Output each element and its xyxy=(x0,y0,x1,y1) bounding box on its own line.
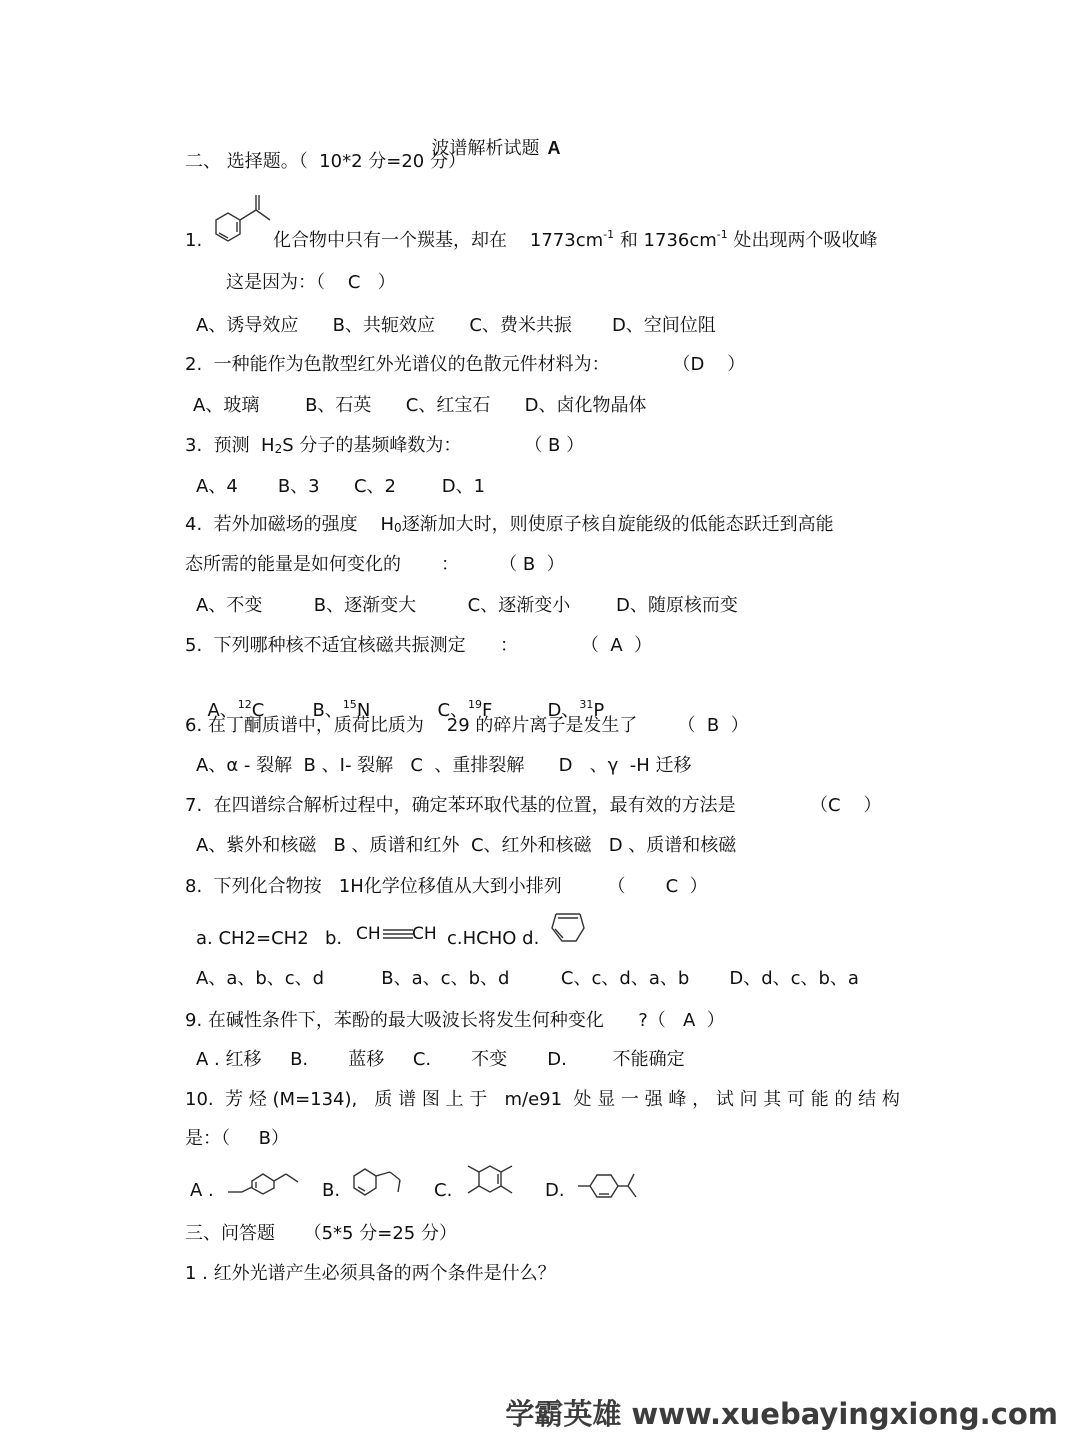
q4-line1-b: 逐渐加大时，则使原子核自旋能级的低能态跃迁到高能 xyxy=(401,514,834,535)
section-3-heading: 三、问答题 （5*5 分=25 分） xyxy=(185,1223,457,1244)
q10-line2: 是：（ B） xyxy=(185,1128,289,1149)
q5-text: 5. 下列哪种核不适宜核磁共振测定 ： （ A ） xyxy=(185,635,653,656)
q5-option-d-mass: 31 xyxy=(579,698,594,711)
q5-option-b-prefix: B、 xyxy=(312,700,343,721)
cyclopentadiene-structure-icon xyxy=(548,910,588,944)
q4-line1-a: 4. 若外加磁场的强度 H xyxy=(185,514,395,535)
q6-text: 6. 在丁酮质谱中，质荷比质为 29 的碎片离子是发生了 （ B ） xyxy=(185,715,749,736)
q5-option-c-symbol: F xyxy=(482,700,493,721)
q2-text: 2. 一种能作为色散型红外光谱仪的色散元件材料为： （D ） xyxy=(185,354,746,375)
q8-acetylene-right: CH xyxy=(412,924,437,944)
q8-acetylene-left: CH xyxy=(356,924,381,944)
q5-option-b-mass: 15 xyxy=(342,698,357,711)
q1-options: A、诱导效应 B、共轭效应 C、费米共振 D、空间位阻 xyxy=(196,315,716,336)
q3-text-a: 3. 预测 H xyxy=(185,435,275,456)
q10-option-c-label: C. xyxy=(434,1180,453,1201)
triple-bond-icon xyxy=(383,928,413,940)
isopropyltoluene-structure-icon xyxy=(576,1166,642,1200)
q8-compound-b-label: b. xyxy=(325,928,343,949)
q10-option-a-label: A . xyxy=(190,1180,214,1201)
q10-option-b-label: B. xyxy=(322,1180,341,1201)
q9-options: A . 红移 B. 蓝移 C. 不变 D. 不能确定 xyxy=(196,1049,685,1070)
q4-line1 xyxy=(185,513,834,537)
q5-option-a-symbol: C xyxy=(251,700,265,721)
q4-subscript: 0 xyxy=(394,521,402,535)
q1-sup-b: -1 xyxy=(716,228,728,241)
q3-text xyxy=(185,434,584,458)
qa-1-text: 1 . 红外光谱产生必须具备的两个条件是什么？ xyxy=(185,1263,556,1284)
q8-compound-a: a. CH2=CH2 xyxy=(196,928,309,949)
ethyl-methylbenzene-structure-icon xyxy=(226,1162,304,1200)
q1-text-a: 化合物中只有一个羰基，却在 1773cm xyxy=(273,230,604,251)
q1-text-b: 和 1736cm xyxy=(614,230,717,251)
q1-text xyxy=(273,229,877,253)
section-2-heading: 二、 选择题。（ 10*2 分=20 分） xyxy=(185,151,466,172)
q10-option-d-label: D. xyxy=(545,1180,565,1201)
propylbenzene-structure-icon xyxy=(350,1164,406,1198)
q4-options: A、不变 B、逐渐变大 C、逐渐变小 D、随原核而变 xyxy=(196,595,738,616)
q1-text-c: 处出现两个吸收峰 xyxy=(727,230,878,251)
q10-line1: 10. 芳 烃 (M=134), 质 谱 图 上 于 m/e91 处 显 一 强 峰 ， 试 问 其 可 能 的 结 构 xyxy=(185,1089,900,1110)
tetramethylbenzene-structure-icon xyxy=(462,1160,518,1200)
q5-option-b-symbol: N xyxy=(356,700,371,721)
q1-number: 1. xyxy=(185,230,203,251)
styrene-ketone-structure-icon xyxy=(212,192,274,248)
q5-option-c-mass: 19 xyxy=(468,698,483,711)
q2-options: A、玻璃 B、石英 C、红宝石 D、卤化物晶体 xyxy=(193,395,647,416)
q4-line2: 态所需的能量是如何变化的 ： （ B ） xyxy=(185,554,565,575)
q7-text: 7. 在四谱综合解析过程中，确定苯环取代基的位置，最有效的方法是 （C ） xyxy=(185,795,882,816)
q5-option-a-mass: 12 xyxy=(237,698,252,711)
title-letter: A xyxy=(547,138,561,158)
q3-subscript: 2 xyxy=(274,442,283,456)
q8-text: 8. 下列化合物按 1H化学位移值从大到小排列 （ C ） xyxy=(185,876,708,897)
q5-option-a-prefix: A、 xyxy=(207,700,238,721)
q3-options: A、4 B、3 C、2 D、1 xyxy=(196,476,486,497)
q6-options: A、α - 裂解 B 、I- 裂解 C 、重排裂解 D 、γ -H 迁移 xyxy=(196,755,692,776)
q7-options: A、紫外和核磁 B 、质谱和红外 C、红外和核磁 D 、质谱和核磁 xyxy=(196,835,737,856)
q5-option-c-prefix: C、 xyxy=(437,700,469,721)
q1-sup-a: -1 xyxy=(603,228,615,241)
q9-text: 9. 在碱性条件下，苯酚的最大吸波长将发生何种变化 ?（ A ） xyxy=(185,1010,725,1031)
title-text: 波谱解析试题 xyxy=(431,138,540,159)
watermark: 学霸英雄 www.xuebayingxiong.com xyxy=(505,1397,1058,1431)
q1-line2: 这是因为：（ C ） xyxy=(226,272,396,293)
q8-compound-c-label: c.HCHO d. xyxy=(447,928,540,949)
q5-option-d-symbol: P xyxy=(593,700,605,721)
q8-options: A、a、b、c、d B、a、c、b、d C、c、d、a、b D、d、c、b、a xyxy=(196,968,859,989)
q3-text-b: S 分子的基频峰数为： （ B ） xyxy=(282,435,585,456)
q5-option-d-prefix: D、 xyxy=(547,700,580,721)
